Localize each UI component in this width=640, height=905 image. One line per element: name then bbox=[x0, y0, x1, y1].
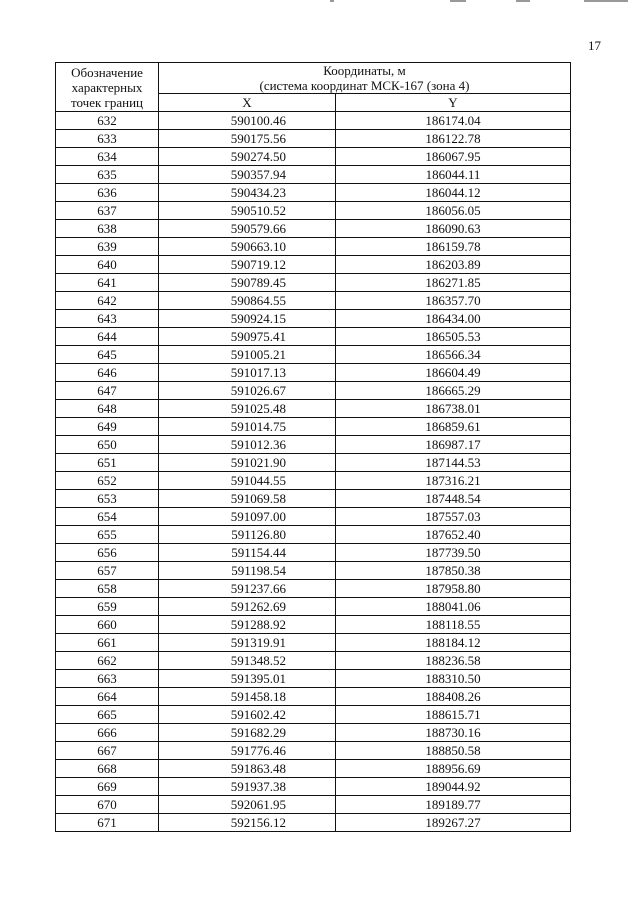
point-id: 642 bbox=[56, 292, 159, 310]
x-coordinate: 591126.80 bbox=[231, 527, 286, 542]
coordinates-header bbox=[159, 63, 571, 94]
point-id: 649 bbox=[56, 418, 159, 436]
x-coordinate: 590864.55 bbox=[230, 293, 286, 308]
table-row bbox=[56, 256, 571, 274]
x-coordinate: 591005.21 bbox=[230, 347, 286, 362]
x-cell bbox=[159, 148, 336, 166]
x-cell bbox=[159, 508, 336, 526]
x-coordinate: 591395.01 bbox=[230, 671, 286, 686]
y-coordinate: 187652.40 bbox=[336, 526, 571, 544]
x-coordinate: 590175.56 bbox=[230, 131, 286, 146]
point-id: 663 bbox=[56, 670, 159, 688]
y-coordinate: 188184.12 bbox=[336, 634, 571, 652]
y-coordinate: 187448.54 bbox=[336, 490, 571, 508]
x-coordinate: 592061.95 bbox=[230, 797, 286, 812]
table-row bbox=[56, 706, 571, 724]
x-cell bbox=[159, 256, 336, 274]
x-coordinate: 591682.29 bbox=[230, 725, 286, 740]
point-id: 646 bbox=[56, 364, 159, 382]
point-id: 641 bbox=[56, 274, 159, 292]
x-cell bbox=[159, 238, 336, 256]
table-row bbox=[56, 364, 571, 382]
table-row bbox=[56, 184, 571, 202]
y-coordinate: 188236.58 bbox=[336, 652, 571, 670]
table-row bbox=[56, 760, 571, 778]
y-column-header: Y bbox=[336, 94, 571, 112]
x-cell bbox=[159, 814, 336, 832]
x-coordinate: 591348.52 bbox=[230, 653, 286, 668]
point-id: 668 bbox=[56, 760, 159, 778]
table-row bbox=[56, 292, 571, 310]
table-row bbox=[56, 598, 571, 616]
page-number: 17 bbox=[588, 38, 601, 53]
point-header-line: характерных bbox=[71, 79, 143, 95]
table-row bbox=[56, 490, 571, 508]
x-cell bbox=[159, 202, 336, 220]
x-cell bbox=[159, 760, 336, 778]
point-id: 636 bbox=[56, 184, 159, 202]
table-row bbox=[56, 634, 571, 652]
y-coordinate: 186044.11 bbox=[336, 166, 571, 184]
x-cell bbox=[159, 490, 336, 508]
x-coordinate: 591458.18 bbox=[230, 689, 286, 704]
y-coordinate: 186159.78 bbox=[336, 238, 571, 256]
point-id: 632 bbox=[56, 112, 159, 130]
x-cell bbox=[159, 688, 336, 706]
x-coordinate: 590357.94 bbox=[230, 167, 286, 182]
y-coordinate: 187557.03 bbox=[336, 508, 571, 526]
x-cell bbox=[159, 544, 336, 562]
point-id: 667 bbox=[56, 742, 159, 760]
table-row bbox=[56, 472, 571, 490]
x-coordinate: 591021.90 bbox=[230, 455, 286, 470]
point-id: 648 bbox=[56, 400, 159, 418]
x-coordinate: 591069.58 bbox=[230, 491, 286, 506]
scan-artifact bbox=[584, 0, 628, 2]
x-coordinate: 591776.46 bbox=[230, 743, 286, 758]
table-row bbox=[56, 508, 571, 526]
x-cell bbox=[159, 526, 336, 544]
table-row bbox=[56, 418, 571, 436]
x-cell bbox=[159, 670, 336, 688]
point-id: 665 bbox=[56, 706, 159, 724]
table-row bbox=[56, 796, 571, 814]
point-id: 656 bbox=[56, 544, 159, 562]
y-coordinate: 186665.29 bbox=[336, 382, 571, 400]
x-coordinate: 591262.69 bbox=[230, 599, 286, 614]
x-cell bbox=[159, 796, 336, 814]
point-id: 650 bbox=[56, 436, 159, 454]
x-coordinate: 591154.44 bbox=[231, 545, 286, 560]
x-coordinate: 590579.66 bbox=[230, 221, 286, 236]
table-row bbox=[56, 652, 571, 670]
table-row bbox=[56, 220, 571, 238]
x-cell bbox=[159, 562, 336, 580]
x-cell bbox=[159, 382, 336, 400]
y-coordinate: 186271.85 bbox=[336, 274, 571, 292]
table-row bbox=[56, 742, 571, 760]
table-row bbox=[56, 436, 571, 454]
y-coordinate: 187316.21 bbox=[336, 472, 571, 490]
y-coordinate: 186067.95 bbox=[336, 148, 571, 166]
x-coordinate: 590789.45 bbox=[230, 275, 286, 290]
table-row bbox=[56, 130, 571, 148]
x-cell bbox=[159, 472, 336, 490]
x-cell bbox=[159, 634, 336, 652]
y-coordinate: 186357.70 bbox=[336, 292, 571, 310]
y-coordinate: 186738.01 bbox=[336, 400, 571, 418]
x-coordinate: 591288.92 bbox=[230, 617, 286, 632]
x-cell bbox=[159, 598, 336, 616]
x-cell bbox=[159, 400, 336, 418]
point-id: 652 bbox=[56, 472, 159, 490]
point-id: 653 bbox=[56, 490, 159, 508]
point-id: 637 bbox=[56, 202, 159, 220]
x-coordinate: 590663.10 bbox=[230, 239, 286, 254]
x-coordinate: 590975.41 bbox=[230, 329, 286, 344]
point-header-line: точек границ bbox=[70, 94, 144, 110]
x-cell bbox=[159, 616, 336, 634]
point-id: 651 bbox=[56, 454, 159, 472]
table-row bbox=[56, 112, 571, 130]
coordinate-system: (система координат МСК-167 (зона 4) bbox=[259, 78, 470, 93]
point-id: 660 bbox=[56, 616, 159, 634]
y-coordinate: 186122.78 bbox=[336, 130, 571, 148]
y-coordinate: 186604.49 bbox=[336, 364, 571, 382]
x-cell bbox=[159, 580, 336, 598]
y-coordinate: 186203.89 bbox=[336, 256, 571, 274]
table-row bbox=[56, 526, 571, 544]
x-coordinate: 591097.00 bbox=[230, 509, 286, 524]
table-row bbox=[56, 688, 571, 706]
y-coordinate: 188615.71 bbox=[336, 706, 571, 724]
x-cell bbox=[159, 364, 336, 382]
point-id: 654 bbox=[56, 508, 159, 526]
x-coordinate: 592156.12 bbox=[230, 815, 286, 830]
y-coordinate: 188730.16 bbox=[336, 724, 571, 742]
x-column-header: X bbox=[159, 94, 336, 112]
y-coordinate: 188310.50 bbox=[336, 670, 571, 688]
y-coordinate: 189044.92 bbox=[336, 778, 571, 796]
table-row bbox=[56, 400, 571, 418]
point-id: 657 bbox=[56, 562, 159, 580]
x-coordinate: 591237.66 bbox=[230, 581, 286, 596]
table-row bbox=[56, 166, 571, 184]
x-cell bbox=[159, 724, 336, 742]
x-cell bbox=[159, 184, 336, 202]
table-row bbox=[56, 202, 571, 220]
x-cell bbox=[159, 418, 336, 436]
x-cell bbox=[159, 274, 336, 292]
point-id: 658 bbox=[56, 580, 159, 598]
y-coordinate: 189267.27 bbox=[336, 814, 571, 832]
table-row bbox=[56, 544, 571, 562]
table-row bbox=[56, 238, 571, 256]
point-id: 644 bbox=[56, 328, 159, 346]
x-coordinate: 590274.50 bbox=[230, 149, 286, 164]
table-row bbox=[56, 274, 571, 292]
y-coordinate: 187850.38 bbox=[336, 562, 571, 580]
point-id: 666 bbox=[56, 724, 159, 742]
point-id: 671 bbox=[56, 814, 159, 832]
coordinates-table bbox=[55, 62, 571, 832]
x-cell bbox=[159, 778, 336, 796]
table-body bbox=[56, 112, 571, 832]
x-coordinate: 591602.42 bbox=[230, 707, 286, 722]
x-cell bbox=[159, 130, 336, 148]
x-cell bbox=[159, 436, 336, 454]
scan-artifact bbox=[450, 0, 466, 2]
coordinates-title: Координаты, м bbox=[323, 63, 406, 78]
point-id: 639 bbox=[56, 238, 159, 256]
x-cell bbox=[159, 706, 336, 724]
y-coordinate: 186566.34 bbox=[336, 346, 571, 364]
y-coordinate: 186056.05 bbox=[336, 202, 571, 220]
point-id: 635 bbox=[56, 166, 159, 184]
y-coordinate: 186434.00 bbox=[336, 310, 571, 328]
point-id: 634 bbox=[56, 148, 159, 166]
point-id: 670 bbox=[56, 796, 159, 814]
y-coordinate: 186505.53 bbox=[336, 328, 571, 346]
x-coordinate: 591014.75 bbox=[230, 419, 286, 434]
x-cell bbox=[159, 328, 336, 346]
x-coordinate: 591198.54 bbox=[231, 563, 286, 578]
point-id: 664 bbox=[56, 688, 159, 706]
x-cell bbox=[159, 292, 336, 310]
table-row bbox=[56, 346, 571, 364]
point-id: 633 bbox=[56, 130, 159, 148]
x-cell bbox=[159, 346, 336, 364]
x-cell bbox=[159, 220, 336, 238]
y-coordinate: 187739.50 bbox=[336, 544, 571, 562]
point-id: 645 bbox=[56, 346, 159, 364]
x-cell bbox=[159, 310, 336, 328]
x-cell bbox=[159, 112, 336, 130]
y-coordinate: 186044.12 bbox=[336, 184, 571, 202]
scan-artifact bbox=[330, 0, 334, 2]
y-coordinate: 186859.61 bbox=[336, 418, 571, 436]
y-coordinate: 188850.58 bbox=[336, 742, 571, 760]
x-coordinate: 590719.12 bbox=[230, 257, 286, 272]
y-coordinate: 186987.17 bbox=[336, 436, 571, 454]
scan-artifact bbox=[516, 0, 530, 2]
y-coordinate: 186174.04 bbox=[336, 112, 571, 130]
table-row bbox=[56, 454, 571, 472]
table-row bbox=[56, 580, 571, 598]
x-coordinate: 591012.36 bbox=[230, 437, 286, 452]
y-coordinate: 187144.53 bbox=[336, 454, 571, 472]
table-row bbox=[56, 328, 571, 346]
y-coordinate: 188041.06 bbox=[336, 598, 571, 616]
point-id: 647 bbox=[56, 382, 159, 400]
y-coordinate: 188408.26 bbox=[336, 688, 571, 706]
point-header-line: Обозначение bbox=[71, 64, 143, 80]
x-coordinate: 591863.48 bbox=[230, 761, 286, 776]
x-cell bbox=[159, 652, 336, 670]
table-row bbox=[56, 382, 571, 400]
table-row bbox=[56, 616, 571, 634]
x-coordinate: 591026.67 bbox=[230, 383, 286, 398]
point-id: 643 bbox=[56, 310, 159, 328]
point-column-header bbox=[56, 63, 159, 112]
x-coordinate: 591319.91 bbox=[230, 635, 286, 650]
y-coordinate: 187958.80 bbox=[336, 580, 571, 598]
table-row bbox=[56, 724, 571, 742]
point-id: 659 bbox=[56, 598, 159, 616]
point-id: 662 bbox=[56, 652, 159, 670]
x-coordinate: 591025.48 bbox=[230, 401, 286, 416]
x-cell bbox=[159, 454, 336, 472]
y-coordinate: 188956.69 bbox=[336, 760, 571, 778]
point-id: 640 bbox=[56, 256, 159, 274]
x-cell bbox=[159, 166, 336, 184]
x-coordinate: 590434.23 bbox=[230, 185, 286, 200]
table-row bbox=[56, 670, 571, 688]
point-id: 661 bbox=[56, 634, 159, 652]
point-id: 669 bbox=[56, 778, 159, 796]
point-id: 655 bbox=[56, 526, 159, 544]
table-row bbox=[56, 778, 571, 796]
x-coordinate: 591937.38 bbox=[230, 779, 286, 794]
x-coordinate: 590510.52 bbox=[230, 203, 286, 218]
table-row bbox=[56, 562, 571, 580]
x-coordinate: 591044.55 bbox=[230, 473, 286, 488]
y-coordinate: 186090.63 bbox=[336, 220, 571, 238]
table-row bbox=[56, 148, 571, 166]
x-coordinate: 590924.15 bbox=[230, 311, 286, 326]
table-row bbox=[56, 310, 571, 328]
table-row bbox=[56, 814, 571, 832]
y-coordinate: 189189.77 bbox=[336, 796, 571, 814]
point-id: 638 bbox=[56, 220, 159, 238]
y-coordinate: 188118.55 bbox=[336, 616, 571, 634]
x-cell bbox=[159, 742, 336, 760]
x-coordinate: 590100.46 bbox=[230, 113, 286, 128]
x-coordinate: 591017.13 bbox=[230, 365, 286, 380]
